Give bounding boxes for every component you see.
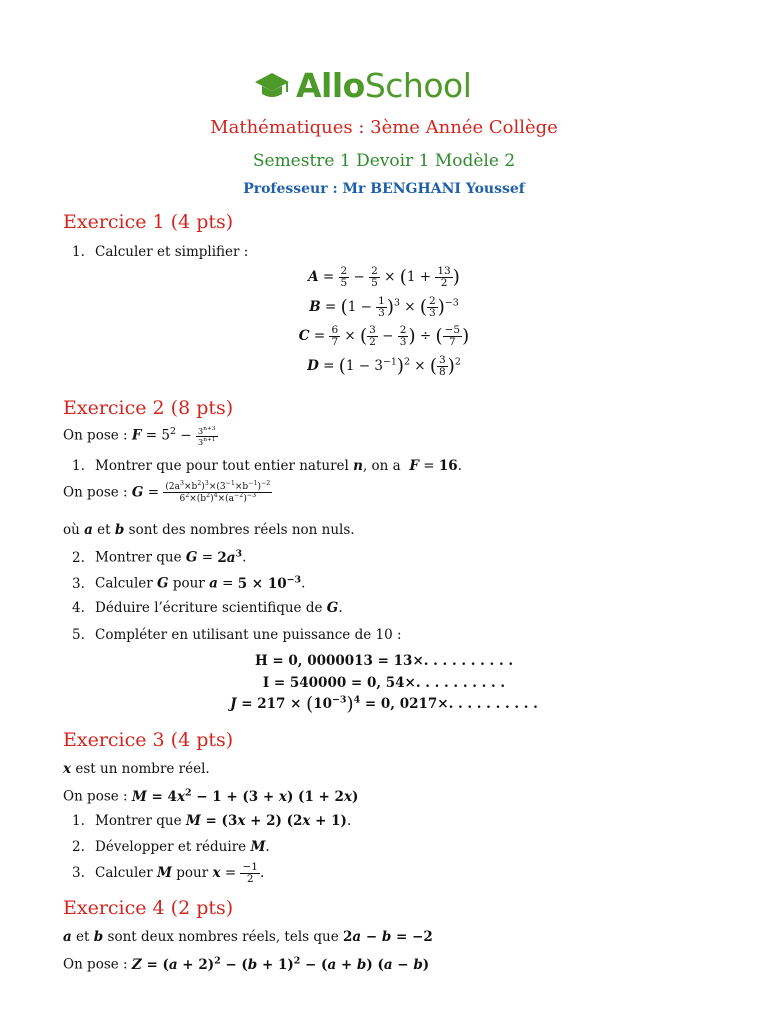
ex3-item-2: 2. Développer et réduire M.	[72, 839, 270, 855]
formula-D: $D = (1 - 3^{-1})^2$ × ( $\frac{3}{8}$ )$^2$	[307, 354, 461, 379]
ex4-line-1: a et b sont deux nombres réels, tels que 2a − b = −2	[63, 929, 433, 945]
logo-text: AlloSchool	[296, 66, 472, 105]
exercise-1-title: Exercice 1 (4 pts)	[63, 211, 234, 233]
graduation-cap-icon	[254, 71, 290, 101]
formula-C: C = $\frac{6}{7}$ × ( $\frac{3}{2}$ − $\frac{2}{3}$ ) ÷ ( $\frac{-5}{7}$ )	[298, 324, 470, 349]
teacher-name: Professeur : Mr BENGHANI Youssef	[243, 181, 525, 197]
ex4-pose-Z: On pose : $Z = (a + 2)^2 - (b + 1)^2 - (a + b)$ (a − b)	[63, 955, 430, 973]
ex2-item-3: 3. Calculer G pour $a = 5 \times 10^{-3}$.	[72, 574, 306, 592]
ex2-where: où a et b sont des nombres réels non nuls.	[63, 522, 355, 538]
ex2-item-4: 4. Déduire l’écriture scientifique de G.	[72, 600, 343, 616]
ex2-item-2: 2. Montrer que $G = 2a^3$.	[72, 548, 247, 566]
subject-title: Mathématiques : 3ème Année Collège	[210, 117, 558, 138]
ex3-item-1: 1. Montrer que M = (3x + 2) (2x + 1).	[72, 813, 352, 829]
ex3-line-1: x est un nombre réel.	[63, 761, 210, 777]
ex2-pose-F: On pose : $F = 5^2$ − $\frac{3^{n+3}}{3^{n+1}}$	[63, 425, 216, 447]
exercise-3-title: Exercice 3 (4 pts)	[63, 729, 234, 751]
alloschool-logo	[254, 66, 471, 105]
exercise-4-title: Exercice 4 (2 pts)	[63, 897, 234, 919]
ex2-pose-G: On pose : G = $\frac{(2a^3\times b^2)^3\times(3^{-1}\times b^{-1})^{-2}}{6^2\times(b^2)^4\times(a^{-2})^{-3}}$	[63, 480, 271, 505]
ex2-item-5: 5. Compléter en utilisant une puissance de 10 :	[72, 627, 402, 643]
ex2-item-1: 1. Montrer que pour tout entier naturel n, on a F = 16.	[72, 458, 462, 474]
formula-I: I = 540000 = 0, 54×. . . . . . . . . .	[262, 675, 506, 691]
formula-B: B = (1 − $\frac{1}{3}$ )$^3$ × ( $\frac{2}{3}$ )$^{-3}$	[309, 295, 459, 320]
semester-title: Semestre 1 Devoir 1 Modèle 2	[252, 151, 516, 171]
formula-A: A = $\frac{2}{5}$ − $\frac{2}{5}$ × (1 + $\frac{13}{2}$ )	[308, 265, 460, 290]
ex1-item-1: 1. Calculer et simplifier :	[72, 244, 249, 260]
formula-H: H = 0, 0000013 = 13×. . . . . . . . . .	[254, 653, 514, 669]
ex3-pose-M: On pose : $M = 4x^2 - 1 + (3 + x) (1 + 2x)$	[63, 787, 359, 805]
formula-J: $J = 217 \times (10^{-3})^4 = 0$, 0217×. . . . . . . . . .	[230, 694, 538, 715]
ex3-item-3: 3. Calculer M pour x = $\frac{-1}{2}$ .	[72, 861, 265, 886]
exercise-2-title: Exercice 2 (8 pts)	[63, 397, 234, 419]
